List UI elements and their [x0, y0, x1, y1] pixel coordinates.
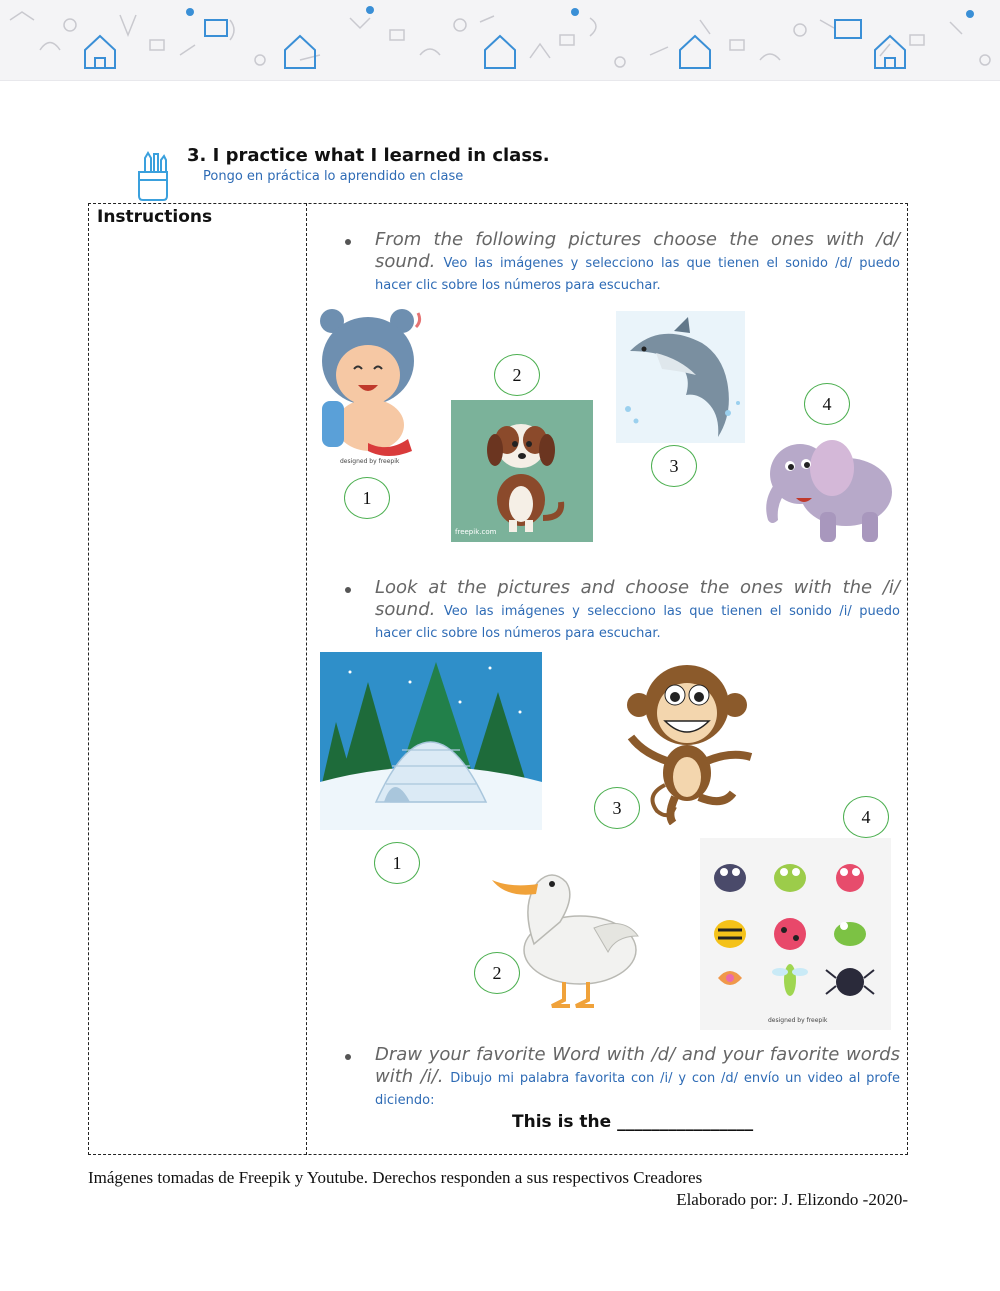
- insects-picture: [700, 838, 891, 1030]
- monkey-picture: [625, 655, 761, 825]
- sound-button-3[interactable]: 3: [651, 445, 697, 487]
- puppy-dog-picture: [451, 400, 593, 542]
- answer-line: This is the ________________: [512, 1112, 754, 1132]
- task-3-english: Draw your favorite Word with /d/ and your favorite words with /i/.: [375, 1044, 900, 1087]
- task-3-spanish: Dibujo mi palabra favorita con /i/ y con /d/ envío un video al profe diciendo:: [375, 1071, 901, 1108]
- sound-button-1[interactable]: 1: [374, 842, 420, 884]
- freepik-credit: designed by freepik: [340, 458, 400, 465]
- task-2-english: Look at the pictures and choose the ones with the /i/ sound.: [375, 577, 900, 620]
- image-credits: Imágenes tomadas de Freepik y Youtube. Derechos responden a sus respectivos Creadores: [88, 1168, 703, 1187]
- baby-bear-hood-picture: [318, 303, 426, 471]
- sound-button-4[interactable]: 4: [843, 796, 889, 838]
- elephant-picture: [750, 428, 900, 550]
- sound-button-3[interactable]: 3: [594, 787, 640, 829]
- task-1-text: [375, 229, 900, 295]
- sound-button-2[interactable]: 2: [494, 354, 540, 396]
- task-3-text: [375, 1044, 900, 1110]
- task-1-english: From the following pictures choose the ones with /d/ sound.: [375, 229, 900, 272]
- section-subtitle: Pongo en práctica lo aprendido en clase: [203, 169, 464, 184]
- sound-button-4[interactable]: 4: [804, 383, 850, 425]
- freepik-credit: designed by freepik: [768, 1017, 828, 1024]
- author-credit: Elaborado por: J. Elizondo -2020-: [676, 1190, 908, 1209]
- instructions-label: Instructions: [97, 207, 213, 227]
- igloo-picture: [320, 652, 542, 830]
- sound-button-1[interactable]: 1: [344, 477, 390, 519]
- dolphin-picture: [616, 311, 745, 443]
- task-2-spanish: Veo las imágenes y selecciono las que tienen el sonido /i/ puedo hacer clic sobre los números para escuchar.: [375, 604, 900, 641]
- doodle-banner: [0, 0, 1000, 81]
- bullet: [345, 587, 355, 597]
- bullet: [345, 239, 355, 249]
- freepik-credit: freepik.com: [455, 528, 497, 536]
- sound-button-2[interactable]: 2: [474, 952, 520, 994]
- pencil-cup-icon: [136, 150, 170, 202]
- task-2-text: [375, 577, 900, 643]
- task-1-spanish: Veo las imágenes y selecciono las que tienen el sonido /d/ puedo hacer clic sobre los números para escuchar.: [375, 256, 900, 293]
- section-title: 3. I practice what I learned in class.: [187, 145, 550, 166]
- bullet: [345, 1054, 355, 1064]
- table-divider: [306, 203, 307, 1155]
